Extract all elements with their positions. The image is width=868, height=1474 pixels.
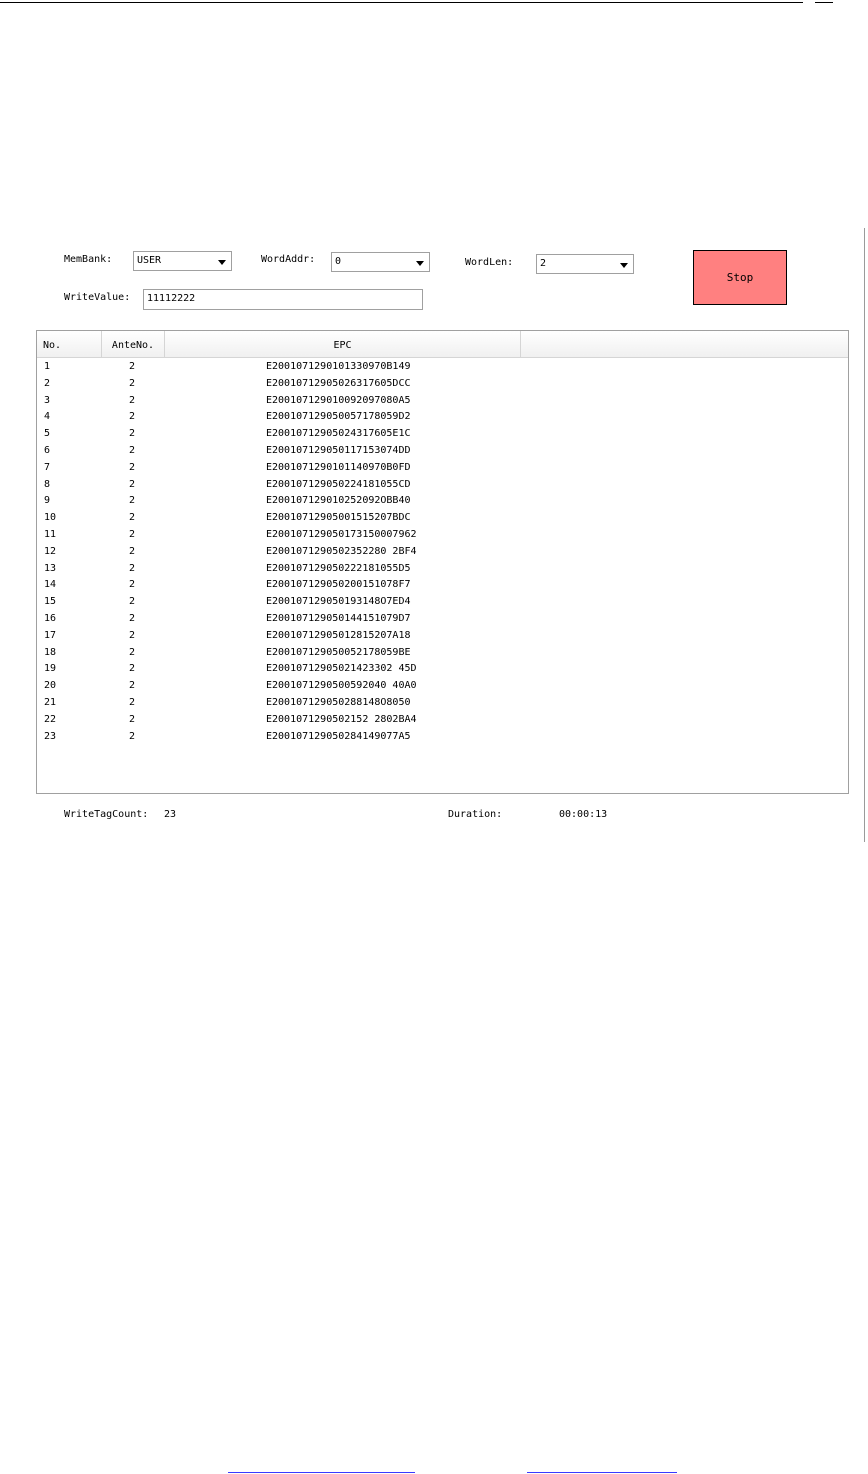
write-tag-count-label: WriteTagCount: xyxy=(64,809,149,820)
column-header-epc[interactable]: EPC xyxy=(165,331,521,357)
table-row[interactable] xyxy=(37,493,848,510)
cell-anteno: 2 xyxy=(129,512,136,524)
cell-epc: E200107129050052178059BE xyxy=(266,646,411,658)
write-tag-count-value: 23 xyxy=(164,809,177,820)
stop-button-label: Stop xyxy=(726,271,754,284)
cell-no: 17 xyxy=(44,629,57,641)
cell-no: 18 xyxy=(44,646,57,658)
table-row[interactable] xyxy=(37,695,848,712)
cell-no: 14 xyxy=(44,579,57,591)
cell-anteno: 2 xyxy=(129,696,136,708)
cell-no: 19 xyxy=(44,663,57,675)
cell-no: 22 xyxy=(44,713,57,725)
chevron-down-icon xyxy=(416,261,424,266)
wordlen-label: WordLen: xyxy=(465,257,514,268)
table-row[interactable] xyxy=(37,577,848,594)
table-body xyxy=(37,359,848,745)
table-row[interactable] xyxy=(37,409,848,426)
cell-epc: E20010712905001515207BDC xyxy=(266,512,411,524)
table-row[interactable] xyxy=(37,611,848,628)
cell-epc: E200107129050284149077A5 xyxy=(266,730,411,742)
cell-no: 3 xyxy=(44,394,51,406)
cell-epc: E200107129050193148O7ED4 xyxy=(266,596,411,608)
table-row[interactable] xyxy=(37,661,848,678)
cell-anteno: 2 xyxy=(129,361,136,372)
membank-select[interactable] xyxy=(133,251,232,271)
cell-anteno: 2 xyxy=(129,680,136,692)
chevron-down-icon xyxy=(218,260,226,265)
table-row[interactable] xyxy=(37,628,848,645)
cell-anteno: 2 xyxy=(129,478,136,490)
table-row[interactable] xyxy=(37,359,848,376)
cell-epc: E2001071290101330970B149 xyxy=(266,361,411,372)
cell-no: 7 xyxy=(44,461,51,473)
table-row[interactable] xyxy=(37,527,848,544)
cell-anteno: 2 xyxy=(129,596,136,608)
table-row[interactable] xyxy=(37,729,848,746)
header-page-mark xyxy=(815,2,833,3)
cell-anteno: 2 xyxy=(129,730,136,742)
cell-no: 8 xyxy=(44,478,51,490)
header-rule xyxy=(0,2,803,3)
table-row[interactable] xyxy=(37,393,848,410)
table-row[interactable] xyxy=(37,712,848,729)
cell-anteno: 2 xyxy=(129,495,136,507)
table-row[interactable] xyxy=(37,594,848,611)
cell-no: 4 xyxy=(44,411,51,423)
cell-no: 16 xyxy=(44,612,57,624)
writevalue-label: WriteValue: xyxy=(64,292,131,303)
column-header-no[interactable]: No. xyxy=(37,331,102,357)
duration-value: 00:00:13 xyxy=(559,809,608,820)
cell-epc: E2001071290502352280 2BF4 xyxy=(266,545,417,557)
cell-anteno: 2 xyxy=(129,394,136,406)
membank-value: USER xyxy=(137,255,162,266)
table-row[interactable] xyxy=(37,510,848,527)
cell-anteno: 2 xyxy=(129,629,136,641)
chevron-down-icon xyxy=(620,263,628,268)
cell-no: 13 xyxy=(44,562,57,574)
table-row[interactable] xyxy=(37,426,848,443)
cell-anteno: 2 xyxy=(129,579,136,591)
cell-epc: E2001071290101140970B0FD xyxy=(266,461,411,473)
stop-button[interactable] xyxy=(693,250,787,305)
cell-anteno: 2 xyxy=(129,411,136,423)
cell-epc: E200107129050224181055CD xyxy=(266,478,411,490)
table-row[interactable] xyxy=(37,460,848,477)
table-header xyxy=(37,331,848,358)
cell-no: 15 xyxy=(44,596,57,608)
cell-epc: E20010712905021423302 45D xyxy=(266,663,417,675)
table-row[interactable] xyxy=(37,645,848,662)
cell-epc: E20010712905012815207A18 xyxy=(266,629,411,641)
wordaddr-label: WordAddr: xyxy=(261,254,316,265)
wordaddr-select[interactable] xyxy=(331,252,430,272)
cell-anteno: 2 xyxy=(129,545,136,557)
cell-anteno: 2 xyxy=(129,428,136,440)
cell-no: 5 xyxy=(44,428,51,440)
cell-epc: E2001071290500592040 40A0 xyxy=(266,680,417,692)
cell-no: 9 xyxy=(44,495,51,507)
footer-link-underline xyxy=(527,1472,677,1473)
cell-epc: E200107129050144151079D7 xyxy=(266,612,411,624)
column-header-anteno[interactable]: AnteNo. xyxy=(102,331,165,357)
cell-epc: E200107129050288148O8050 xyxy=(266,696,411,708)
cell-no: 2 xyxy=(44,377,51,389)
cell-anteno: 2 xyxy=(129,713,136,725)
cell-anteno: 2 xyxy=(129,528,136,540)
cell-anteno: 2 xyxy=(129,461,136,473)
wordlen-value: 2 xyxy=(540,258,547,269)
table-row[interactable] xyxy=(37,544,848,561)
cell-epc: E200107129050117153074DD xyxy=(266,444,411,456)
writevalue-input[interactable]: 11112222 xyxy=(143,289,423,310)
footer-link-underline xyxy=(228,1472,415,1473)
cell-anteno: 2 xyxy=(129,612,136,624)
cell-no: 20 xyxy=(44,680,57,692)
cell-anteno: 2 xyxy=(129,562,136,574)
cell-epc: E20010712905024317605E1C xyxy=(266,428,411,440)
cell-no: 21 xyxy=(44,696,57,708)
membank-label: MemBank: xyxy=(64,254,113,265)
duration-label: Duration: xyxy=(448,809,503,820)
cell-no: 10 xyxy=(44,512,57,524)
table-row[interactable] xyxy=(37,678,848,695)
cell-epc: E200107129010252092OBB40 xyxy=(266,495,411,507)
column-header-empty[interactable] xyxy=(521,331,848,357)
cell-anteno: 2 xyxy=(129,646,136,658)
cell-anteno: 2 xyxy=(129,444,136,456)
cell-no: 11 xyxy=(44,528,57,540)
cell-anteno: 2 xyxy=(129,663,136,675)
cell-epc: E200107129050222181055D5 xyxy=(266,562,411,574)
cell-no: 6 xyxy=(44,444,51,456)
cell-no: 1 xyxy=(44,361,51,372)
side-rule xyxy=(864,228,865,842)
cell-no: 12 xyxy=(44,545,57,557)
cell-epc: E200107129050057178059D2 xyxy=(266,411,411,423)
cell-no: 23 xyxy=(44,730,57,742)
table-row[interactable] xyxy=(37,443,848,460)
tag-table[interactable] xyxy=(36,330,849,794)
table-row[interactable] xyxy=(37,477,848,494)
cell-epc: E2001071290502152 2802BA4 xyxy=(266,713,417,725)
table-row[interactable] xyxy=(37,561,848,578)
wordaddr-value: 0 xyxy=(335,256,342,267)
cell-epc: E200107129050200151078F7 xyxy=(266,579,411,591)
cell-epc: E200107129050173150007962 xyxy=(266,528,417,540)
cell-epc: E200107129010092097080A5 xyxy=(266,394,411,406)
cell-epc: E20010712905026317605DCC xyxy=(266,377,411,389)
cell-anteno: 2 xyxy=(129,377,136,389)
wordlen-select[interactable] xyxy=(536,254,634,274)
table-row[interactable] xyxy=(37,376,848,393)
